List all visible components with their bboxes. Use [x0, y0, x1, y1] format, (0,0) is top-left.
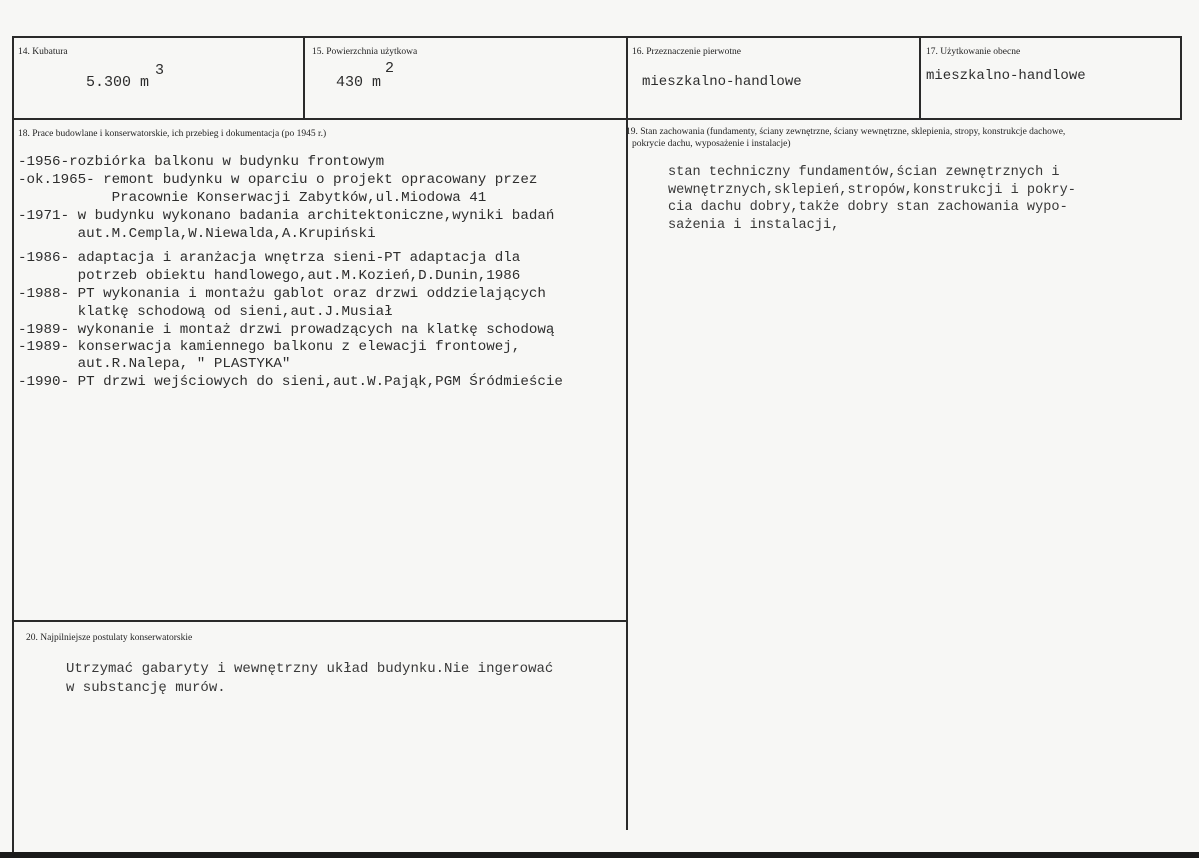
field-17-label: 17. Użytkowanie obecne: [926, 47, 1021, 57]
row1-bottom-rule: [12, 118, 1182, 120]
top-rule: [12, 36, 1182, 38]
entry-line: -1988- PT wykonania i montażu gablot oraz drzwi oddzielających: [18, 286, 546, 302]
field-16-value: mieszkalno-handlowe: [642, 74, 802, 90]
field-15-exponent: 2: [385, 60, 395, 77]
field-16-label: 16. Przeznaczenie pierwotne: [632, 47, 741, 57]
text-line: Utrzymać gabaryty i wewnętrzny układ budynku.Nie ingerować: [66, 661, 554, 677]
text-line: w substancję murów.: [66, 680, 226, 696]
entry-line: -1990- PT drzwi wejściowych do sieni,aut.W.Pająk,PGM Śródmieście: [18, 374, 563, 390]
text-line: stan techniczny fundamentów,ścian zewnętrznych i: [668, 165, 1060, 180]
divider-16-17: [919, 36, 921, 120]
field-14-exponent: 3: [155, 62, 165, 79]
field-15-value: 430 m: [336, 74, 382, 91]
entry-line: -ok.1965- remont budynku w oparciu o projekt opracowany przez: [18, 172, 538, 188]
entry-line: Pracownie Konserwacji Zabytków,ul.Miodowa 41: [18, 190, 487, 206]
field-19-label-cont: pokrycie dachu, wyposażenie i instalacje): [632, 139, 791, 149]
divider-center: [626, 36, 628, 830]
entry-line: -1986- adaptacja i aranżacja wnętrza sieni-PT adaptacja dla: [18, 250, 521, 266]
entry-line: potrzeb obiektu handlowego,aut.M.Kozień,D.Dunin,1986: [18, 268, 521, 284]
field-18-label: 18. Prace budowlane i konserwatorskie, ich przebieg i dokumentacja (po 1945 r.): [18, 129, 327, 139]
text-line: sażenia i instalacji,: [668, 217, 840, 233]
left-border: [12, 36, 14, 852]
entry-line: -1971- w budynku wykonano badania architektoniczne,wyniki badań: [18, 208, 555, 224]
text-line: cia dachu dobry,także dobry stan zachowania wypo-: [668, 200, 1068, 215]
field-17-value: mieszkalno-handlowe: [926, 68, 1086, 84]
field-20-label: 20. Najpilniejsze postulaty konserwatorskie: [26, 633, 193, 643]
entry-line: -1989- wykonanie i montaż drzwi prowadzących na klatkę schodową: [18, 322, 555, 338]
section18-bottom-rule: [12, 620, 628, 622]
field-14-value: 5.300 m: [86, 74, 150, 91]
divider-14-15: [303, 36, 305, 120]
entry-line: aut.M.Cempla,W.Niewalda,A.Krupiński: [18, 226, 376, 242]
field-20-text: [66, 660, 553, 698]
field-14-label: 14. Kubatura: [18, 47, 68, 57]
entry-line: klatkę schodową od sieni,aut.J.Musiał: [18, 304, 393, 320]
field-15-label: 15. Powierzchnia użytkowa: [312, 47, 418, 57]
text-line: wewnętrznych,sklepień,stropów,konstrukcji i pokry-: [668, 182, 1076, 198]
entry-line: aut.R.Nalepa, " PLASTYKA": [18, 356, 291, 372]
field-19-label: 19. Stan zachowania (fundamenty, ściany zewnętrzne, ściany wewnętrzne, sklepienia, stropy, konstrukcje dachowe,: [626, 127, 1066, 137]
entry-line: -1989- konserwacja kamiennego balkonu z elewacji frontowej,: [18, 339, 521, 355]
scan-edge: [0, 852, 1199, 858]
right-border: [1180, 36, 1182, 120]
entry-line: -1956-rozbiórka balkonu w budynku frontowym: [18, 154, 385, 170]
field-19-text: [668, 164, 1076, 234]
